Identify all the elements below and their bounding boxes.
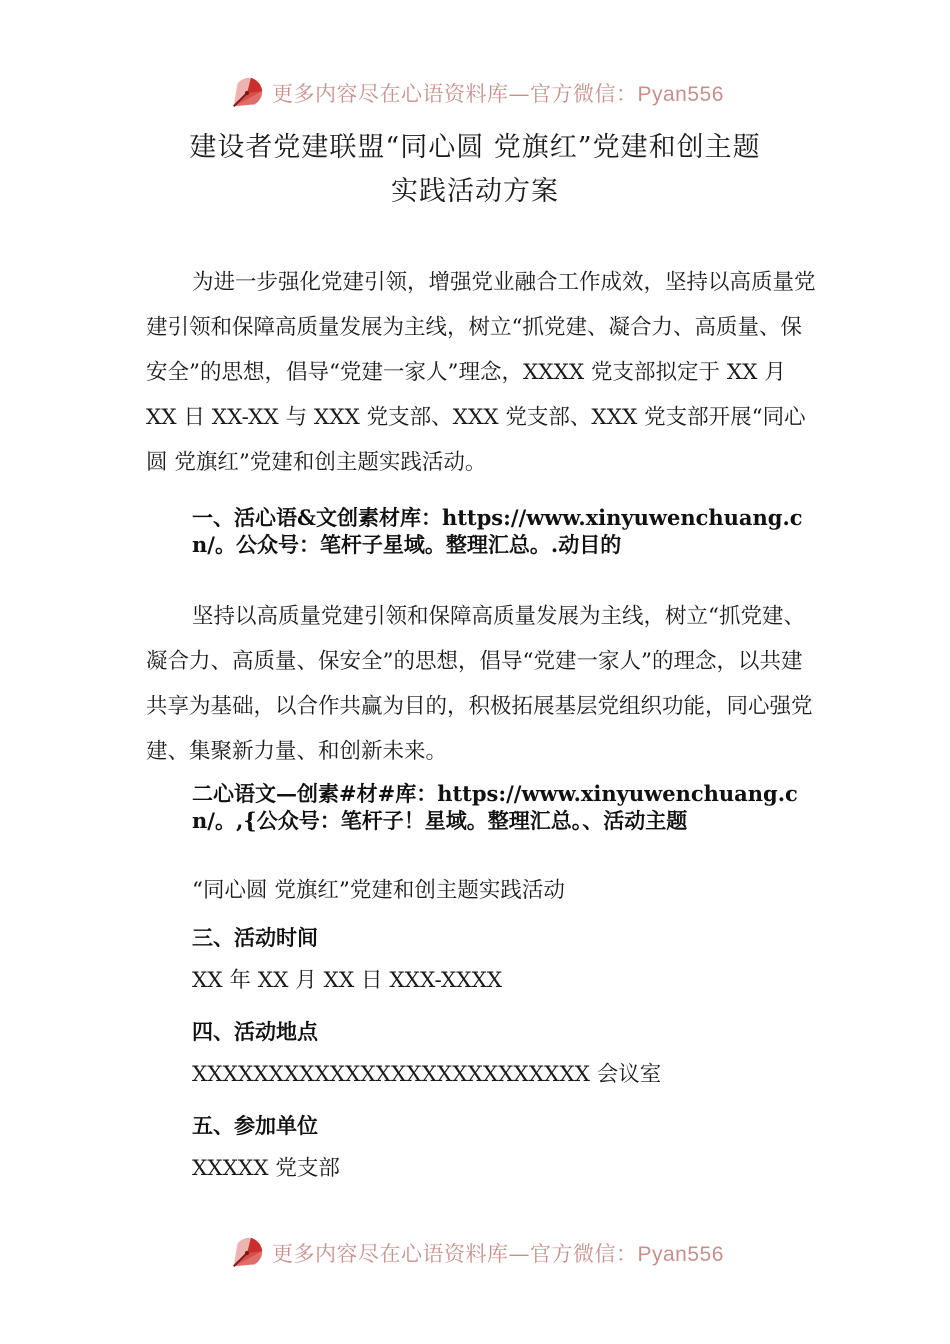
section3-body: XX 年 XX 月 XX 日 XXX-XXXX [192,968,503,993]
watermark-text: 更多内容尽在心语资料库—官方微信：Pyan556 [272,82,724,106]
watermark-wechat-id: Pyan556 [637,1243,724,1266]
fan-logo-icon [228,1234,266,1272]
document-title-line2: 实践活动方案 [391,176,559,207]
section1-heading: 一、活心语&文创素材库：https://www.xinyuwenchuang.cn/。公众号：笔杆子星域。整理汇总。.动目的 [192,505,803,557]
section1-body: 坚持以高质量党建引领和保障高质量发展为主线，树立“抓党建、凝合力、高质量、保安全”的思想，倡导“党建一家人”的理念，以共建共享为基础，以合作共赢为目的，积极拓展基层党组织功能，同心强党建、集聚新力量、和创新未来。 [146,604,813,764]
section5-body: XXXXX 党支部 [192,1156,340,1181]
section5-heading: 五、参加单位 [192,1113,318,1138]
section2-heading: 二心语文—创素#材#库：https://www.xinyuwenchuang.cn/。,{公众号：笔杆子！星域。整理汇总。、活动主题 [192,781,798,833]
intro-paragraph: 为进一步强化党建引领，增强党业融合工作成效，坚持以高质量党建引领和保障高质量发展为主线，树立“抓党建、凝合力、高质量、保安全”的思想，倡导“党建一家人”理念，XXXX 党支部拟定于 XX 月 XX 日 XX-XX 与 XXX 党支部、XXX 党支部、XXX 党支部开展“同心圆 党旗红”党建和创主题实践活动。 [146,270,816,475]
section4-heading: 四、活动地点 [192,1019,318,1044]
section2-body: “同心圆 党旗红”党建和创主题实践活动 [192,878,565,903]
section4-body: XXXXXXXXXXXXXXXXXXXXXXXXXX 会议室 [192,1062,662,1087]
watermark-wechat-id: Pyan556 [637,83,724,106]
document-title-line1: 建设者党建联盟“同心圆 党旗红”党建和创主题 [189,132,761,163]
section3-heading: 三、活动时间 [192,925,318,950]
fan-logo-icon [228,74,266,112]
watermark-banner-bottom [0,1232,950,1272]
watermark-text: 更多内容尽在心语资料库—官方微信：Pyan556 [272,1242,724,1266]
watermark-banner-top [0,72,950,112]
